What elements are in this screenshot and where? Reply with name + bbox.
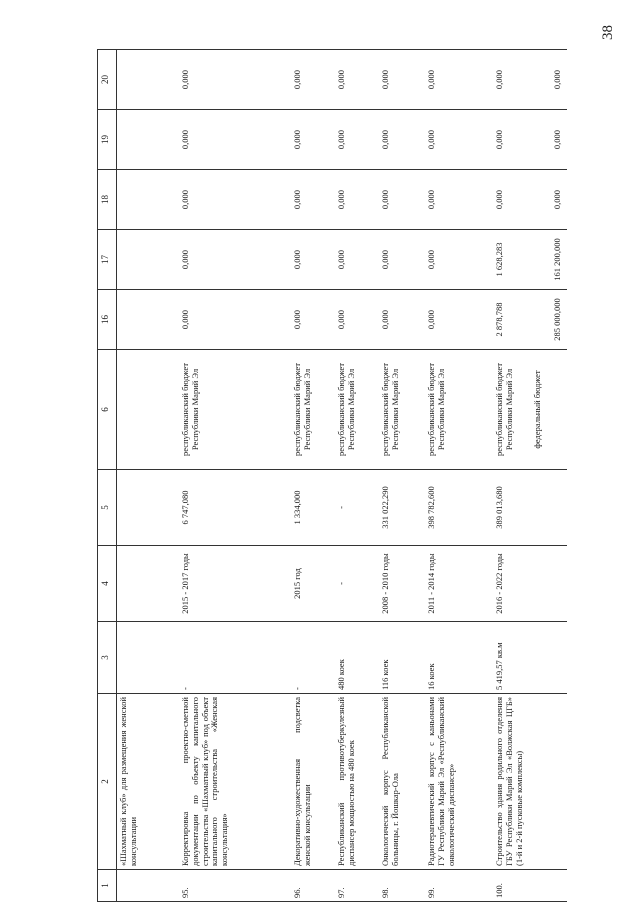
period-cell: 2015 год xyxy=(285,546,335,622)
column-header: 2 xyxy=(98,694,117,870)
amount-value: 1 628,283 xyxy=(494,242,504,277)
value-col-20 xyxy=(335,50,379,110)
column-header: 18 xyxy=(98,170,117,230)
period-cell xyxy=(117,546,172,622)
value-col-18 xyxy=(171,170,285,230)
value-col-17 xyxy=(117,230,172,290)
estimated-cost-cell: 331 022,290 xyxy=(379,470,425,546)
amount-value: 0,000 xyxy=(551,129,562,150)
value-col-20 xyxy=(425,50,489,110)
capacity-cell xyxy=(117,622,172,694)
object-name: Онкологический корпус Республиканской больницы, г. Йошкар-Ола xyxy=(379,694,425,870)
funding-source: республиканский бюджет Республики Марий Эл xyxy=(426,363,446,456)
estimated-cost-cell: 389 013,680 xyxy=(489,470,567,546)
value-col-19 xyxy=(379,110,425,170)
value-col-16 xyxy=(425,290,489,350)
value-col-18 xyxy=(335,170,379,230)
value-col-16 xyxy=(379,290,425,350)
table-row xyxy=(285,50,335,902)
table-row xyxy=(489,50,567,902)
funding-source-cell xyxy=(335,350,379,470)
amount-value: 0,000 xyxy=(292,249,302,270)
funding-source: республиканский бюджет Республики Марий Эл xyxy=(180,363,200,456)
table-header xyxy=(98,50,117,902)
value-col-20 xyxy=(117,50,172,110)
period-cell: - xyxy=(335,546,379,622)
value-col-16 xyxy=(117,290,172,350)
object-name: Радиотерапевтический корпус с каньонами ГУ Республики Марий Эл «Республиканский онкологический диспансер» xyxy=(425,694,489,870)
capacity-cell: 16 коек xyxy=(425,622,489,694)
value-col-16 xyxy=(171,290,285,350)
value-col-19 xyxy=(335,110,379,170)
capacity-cell: 480 коек xyxy=(335,622,379,694)
period-cell: 2011 - 2014 годы xyxy=(425,546,489,622)
column-header: 1 xyxy=(98,870,117,902)
funding-source: республиканский бюджет Республики Марий Эл xyxy=(494,363,514,456)
funding-source-cell xyxy=(117,350,172,470)
amount-value: 0,000 xyxy=(380,129,390,150)
amount-value: 0,000 xyxy=(180,129,190,150)
amount-value: 0,000 xyxy=(551,69,562,90)
table-body xyxy=(117,50,568,902)
funding-source-cell xyxy=(285,350,335,470)
table-row xyxy=(117,50,172,902)
estimated-cost-cell xyxy=(117,470,172,546)
table-row xyxy=(171,50,285,902)
column-header: 16 xyxy=(98,290,117,350)
estimated-cost-cell: - xyxy=(335,470,379,546)
amount-value: 0,000 xyxy=(426,129,436,150)
amount-value: 0,000 xyxy=(426,189,436,210)
period-cell: 2015 - 2017 годы xyxy=(171,546,285,622)
amount-value: 0,000 xyxy=(426,69,436,90)
funding-source: федеральный бюджет xyxy=(531,370,542,449)
amount-value: 0,000 xyxy=(292,309,302,330)
object-name: Корректировка проектно-сметной документации по объекту капитального строительства «Шахматный клуб» под объект капитального строительства «Женская консультация» xyxy=(171,694,285,870)
value-col-19 xyxy=(285,110,335,170)
amount-value: 0,000 xyxy=(336,309,346,330)
value-col-20 xyxy=(379,50,425,110)
value-col-19 xyxy=(425,110,489,170)
amount-value: 0,000 xyxy=(426,309,436,330)
row-number: 97. xyxy=(335,870,379,902)
row-number: 98. xyxy=(379,870,425,902)
object-name: Строительство здания родильного отделения ГБУ Республики Марий Эл «Волжская ЦГБ» (1-й и 2-й пусковые комплексы) xyxy=(489,694,567,870)
object-name: «Шахматный клуб» для размещения женской консультации xyxy=(117,694,172,870)
amount-value: 0,000 xyxy=(494,189,504,210)
amount-value: 0,000 xyxy=(180,69,190,90)
value-col-17 xyxy=(425,230,489,290)
object-name: Декоративно-художественная подсветка женской консультации xyxy=(285,694,335,870)
funding-source-cell xyxy=(379,350,425,470)
amount-value: 0,000 xyxy=(426,249,436,270)
value-col-18 xyxy=(379,170,425,230)
row-number: 99. xyxy=(425,870,489,902)
amount-value: 0,000 xyxy=(494,129,504,150)
value-col-18 xyxy=(285,170,335,230)
amount-value: 0,000 xyxy=(336,189,346,210)
value-col-19 xyxy=(117,110,172,170)
value-col-16 xyxy=(489,290,567,350)
column-header: 20 xyxy=(98,50,117,110)
period-cell: 2008 - 2010 годы xyxy=(379,546,425,622)
row-number: 100. xyxy=(489,870,567,902)
funding-source-cell xyxy=(425,350,489,470)
column-header: 5 xyxy=(98,470,117,546)
amount-value: 0,000 xyxy=(380,69,390,90)
value-col-18 xyxy=(489,170,567,230)
funding-source: республиканский бюджет Республики Марий Эл xyxy=(380,363,400,456)
amount-value: 0,000 xyxy=(336,129,346,150)
funding-source: республиканский бюджет Республики Марий Эл xyxy=(336,363,356,456)
column-header: 17 xyxy=(98,230,117,290)
row-number: 96. xyxy=(285,870,335,902)
capacity-cell: - xyxy=(285,622,335,694)
table-row xyxy=(379,50,425,902)
amount-value: 0,000 xyxy=(380,309,390,330)
investment-table xyxy=(97,49,567,902)
row-number: 95. xyxy=(171,870,285,902)
amount-value: 0,000 xyxy=(494,69,504,90)
value-col-17 xyxy=(285,230,335,290)
column-header: 19 xyxy=(98,110,117,170)
value-col-17 xyxy=(489,230,567,290)
amount-value: 0,000 xyxy=(380,189,390,210)
period-cell: 2016 - 2022 годы xyxy=(489,546,567,622)
table-row xyxy=(335,50,379,902)
amount-value: 0,000 xyxy=(292,129,302,150)
value-col-20 xyxy=(489,50,567,110)
estimated-cost-cell: 398 782,600 xyxy=(425,470,489,546)
amount-value: 0,000 xyxy=(180,249,190,270)
column-header: 3 xyxy=(98,622,117,694)
object-name: Республиканский противотуберкулезный диспансер мощностью на 480 коек xyxy=(335,694,379,870)
estimated-cost-cell: 1 334,000 xyxy=(285,470,335,546)
column-header: 6 xyxy=(98,350,117,470)
table-row xyxy=(425,50,489,902)
amount-value: 0,000 xyxy=(336,249,346,270)
amount-value: 0,000 xyxy=(180,309,190,330)
amount-value: 2 878,788 xyxy=(494,302,504,337)
value-col-20 xyxy=(171,50,285,110)
amount-value: 0,000 xyxy=(180,189,190,210)
capacity-cell: 116 коек xyxy=(379,622,425,694)
value-col-16 xyxy=(285,290,335,350)
value-col-17 xyxy=(335,230,379,290)
amount-value: 0,000 xyxy=(336,69,346,90)
capacity-cell: - xyxy=(171,622,285,694)
column-header: 4 xyxy=(98,546,117,622)
value-col-16 xyxy=(335,290,379,350)
funding-source-cell xyxy=(489,350,567,470)
amount-value: 0,000 xyxy=(292,189,302,210)
estimated-cost-cell: 6 747,080 xyxy=(171,470,285,546)
capacity-cell: 5 419,57 кв.м xyxy=(489,622,567,694)
value-col-17 xyxy=(379,230,425,290)
value-col-19 xyxy=(489,110,567,170)
amount-value: 285 000,000 xyxy=(551,298,562,341)
funding-source-cell xyxy=(171,350,285,470)
row-number xyxy=(117,870,172,902)
value-col-18 xyxy=(117,170,172,230)
amount-value: 0,000 xyxy=(292,69,302,90)
value-col-17 xyxy=(171,230,285,290)
page-number: 38 xyxy=(600,25,616,40)
amount-value: 161 200,000 xyxy=(551,238,562,281)
amount-value: 0,000 xyxy=(380,249,390,270)
funding-source: республиканский бюджет Республики Марий Эл xyxy=(292,363,312,456)
value-col-20 xyxy=(285,50,335,110)
value-col-19 xyxy=(171,110,285,170)
amount-value: 0,000 xyxy=(551,189,562,210)
value-col-18 xyxy=(425,170,489,230)
